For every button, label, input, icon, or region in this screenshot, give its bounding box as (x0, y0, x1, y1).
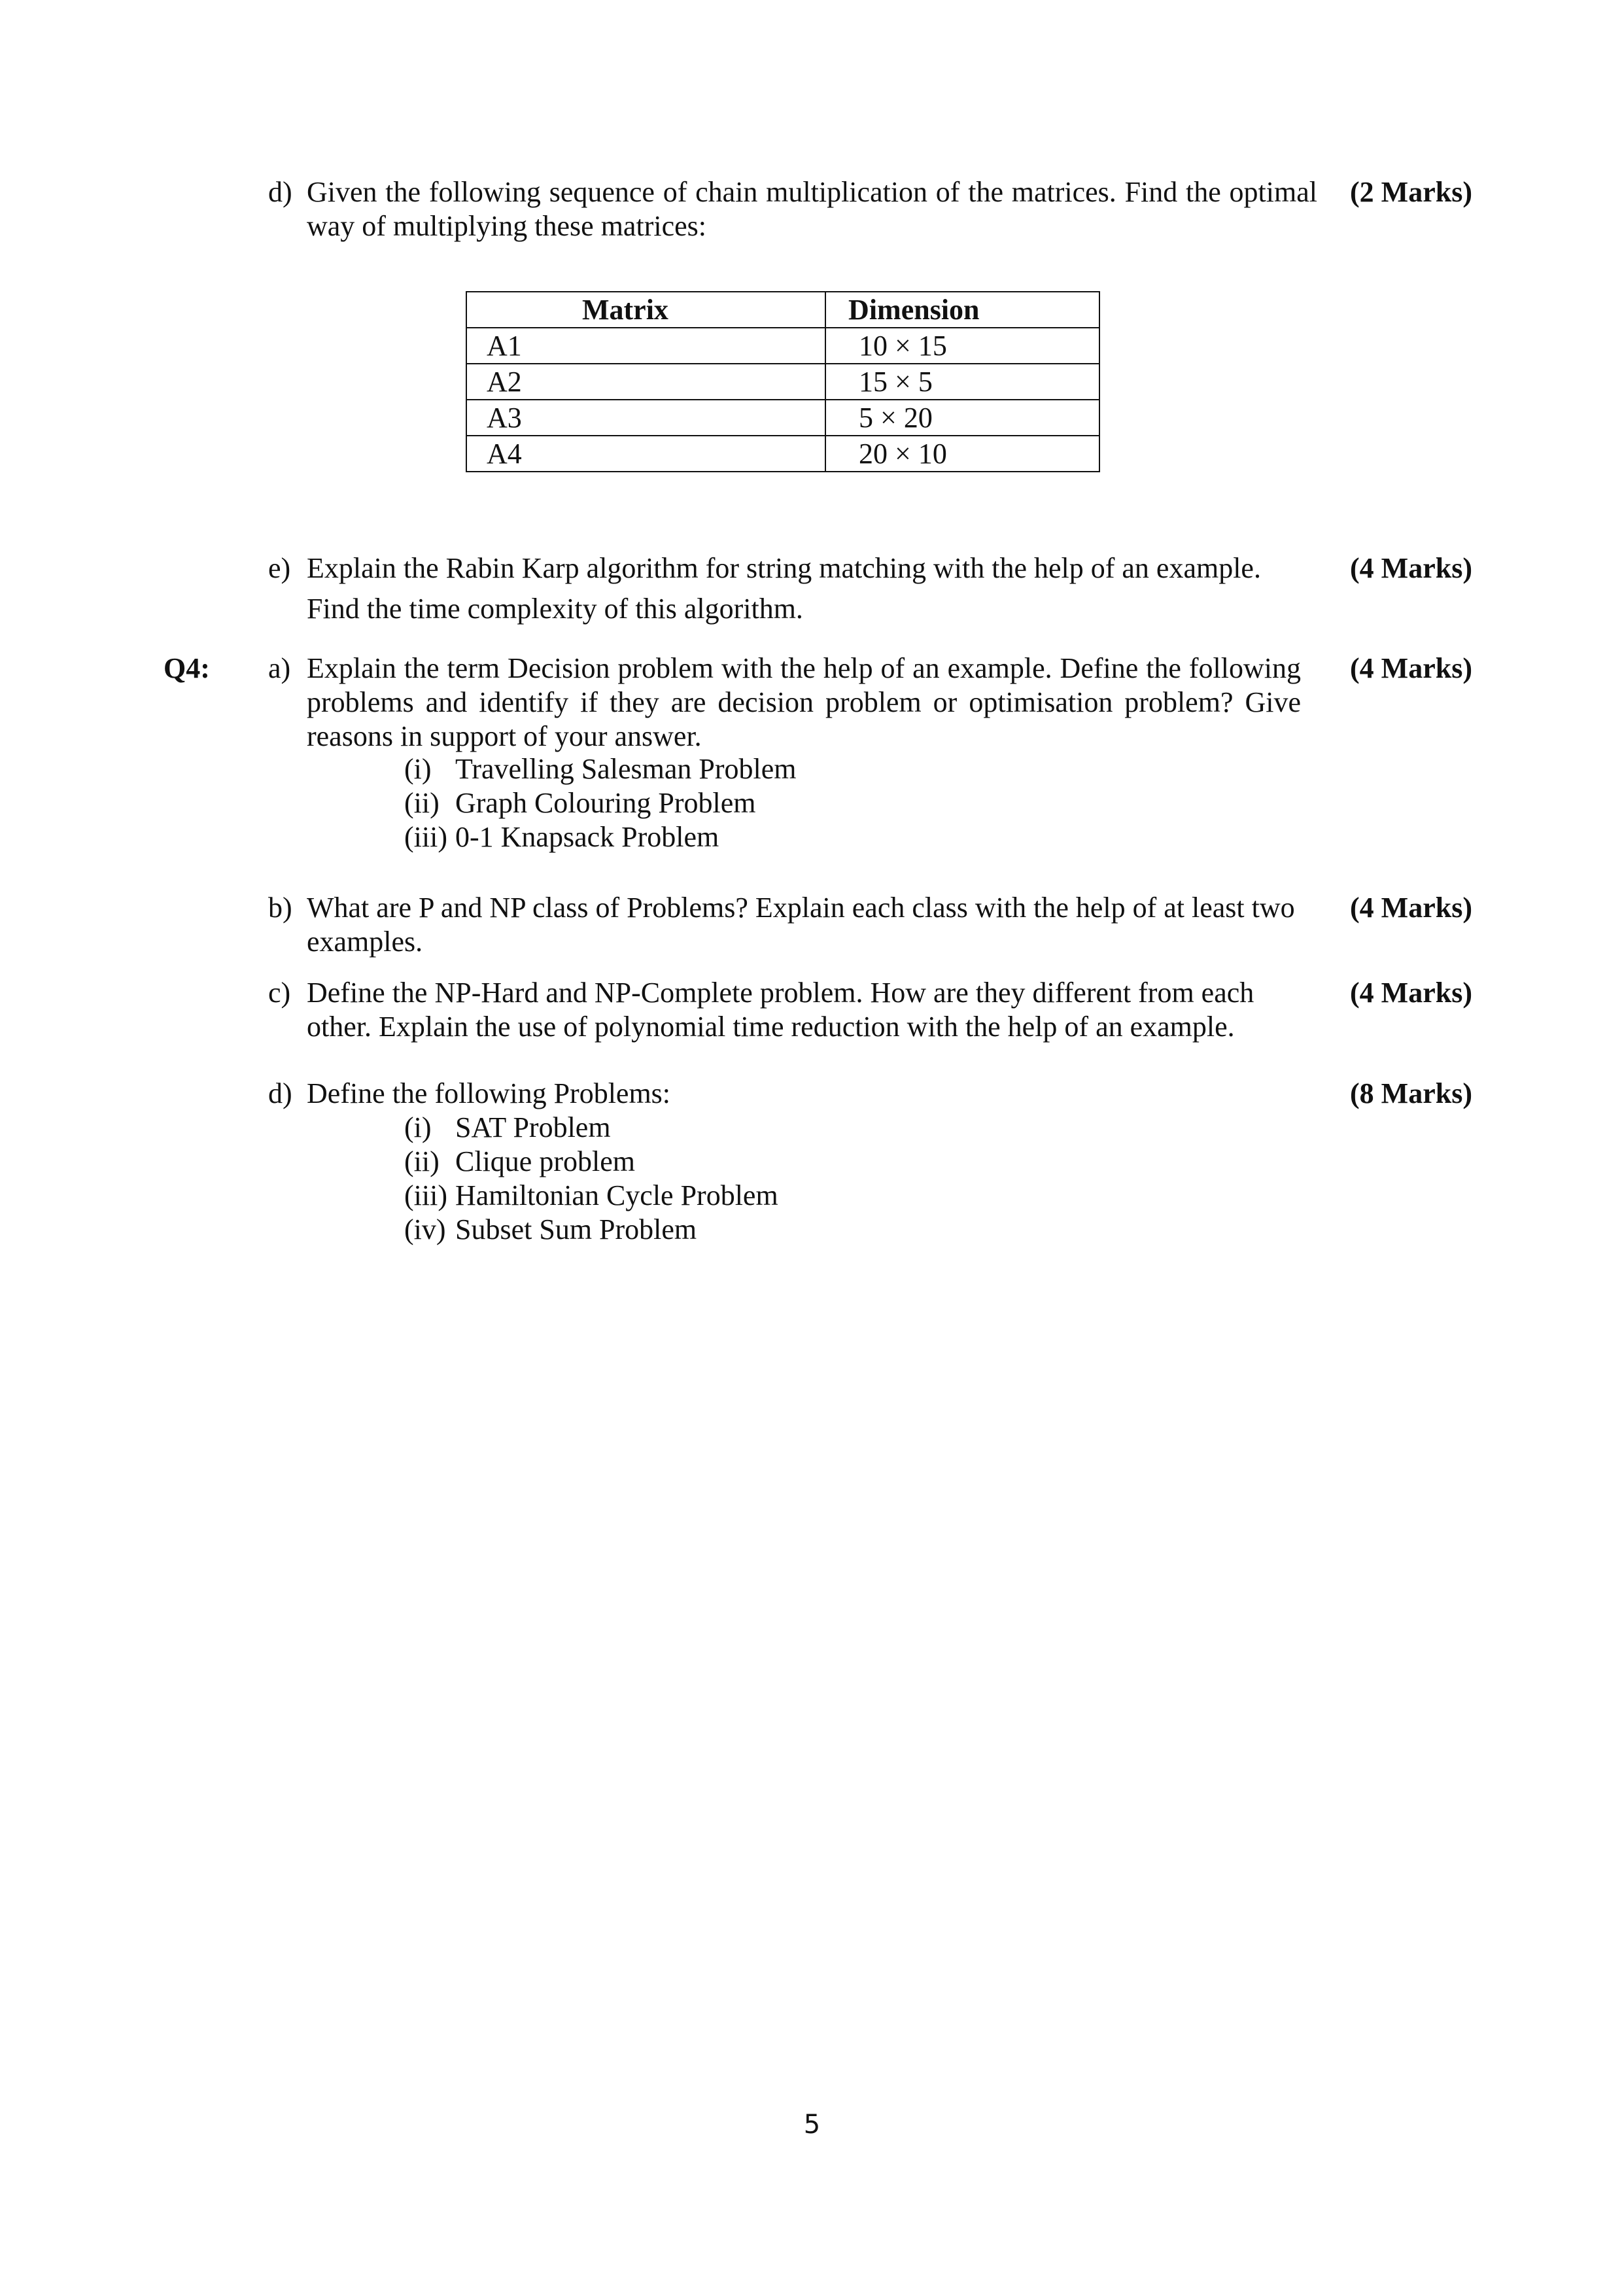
table-row (466, 436, 1099, 472)
q4d-text: Define the following Problems: (307, 1077, 671, 1109)
item-text: 0-1 Knapsack Problem (455, 821, 719, 853)
dimension-cell: 10 × 15 (825, 328, 1099, 364)
item-number: (iii) (404, 1179, 447, 1211)
q4d-marks: (8 Marks) (1350, 1077, 1472, 1109)
q4d-item (404, 1111, 611, 1145)
q4b-marks: (4 Marks) (1350, 892, 1472, 924)
page-number: 5 (803, 2110, 821, 2140)
item-number: (i) (404, 753, 432, 785)
matrix-dimension-table (466, 291, 1100, 472)
q4c-text: Define the NP-Hard and NP-Complete problem. How are they different from each other. Explain the use of polynomial time reduction with the help of an example. (307, 977, 1254, 1043)
matrix-cell: A3 (466, 400, 825, 436)
item-number: (i) (404, 1111, 432, 1143)
q4a-label: a) (268, 652, 291, 684)
item-number: (ii) (404, 1145, 440, 1177)
item-text: Travelling Salesman Problem (455, 753, 797, 785)
q4a-item (404, 820, 719, 854)
q3d-text: Given the following sequence of chain multiplication of the matrices. Find the optimal way of multiplying these matrices: (307, 176, 1317, 242)
matrix-cell: A1 (466, 328, 825, 364)
q4b-text: What are P and NP class of Problems? Explain each class with the help of at least two examples. (307, 892, 1295, 958)
item-number: (iv) (404, 1213, 446, 1245)
item-text: Hamiltonian Cycle Problem (455, 1179, 778, 1211)
q4d-item (404, 1213, 697, 1247)
dimension-cell: 20 × 10 (825, 436, 1099, 472)
q4a-item (404, 786, 756, 820)
q3e-line1: Explain the Rabin Karp algorithm for string matching with the help of an example. (307, 552, 1261, 584)
dimension-cell: 15 × 5 (825, 364, 1099, 400)
q4c-label: c) (268, 977, 291, 1009)
q3d-marks: (2 Marks) (1350, 176, 1472, 208)
table-header-row (466, 292, 1099, 328)
table-row (466, 364, 1099, 400)
item-text: Graph Colouring Problem (455, 787, 756, 819)
q4a-text: Explain the term Decision problem with the help of an example. Define the following problems and identify if they are decision problem or optimisation problem? Give reasons in support of your answer. (307, 652, 1301, 752)
dimension-cell: 5 × 20 (825, 400, 1099, 436)
q4d-label: d) (268, 1077, 292, 1109)
matrix-cell: A4 (466, 436, 825, 472)
q4d-item (404, 1145, 635, 1179)
q3e-line2: Find the time complexity of this algorithm. (307, 593, 803, 625)
question-number: Q4: (164, 652, 210, 684)
table-header-matrix: Matrix (466, 292, 825, 328)
item-text: SAT Problem (455, 1111, 611, 1143)
q3d-label: d) (268, 176, 292, 208)
table-row (466, 328, 1099, 364)
q3e-marks: (4 Marks) (1350, 552, 1472, 584)
table-header-dimension: Dimension (825, 292, 1099, 328)
q4b-label: b) (268, 892, 292, 924)
table-row (466, 400, 1099, 436)
q4c-marks: (4 Marks) (1350, 977, 1472, 1009)
q4a-item (404, 752, 796, 786)
matrix-cell: A2 (466, 364, 825, 400)
item-text: Subset Sum Problem (455, 1213, 697, 1245)
q4a-marks: (4 Marks) (1350, 652, 1472, 684)
q3e-label: e) (268, 552, 291, 584)
item-number: (iii) (404, 821, 447, 853)
q4d-item (404, 1179, 778, 1213)
item-text: Clique problem (455, 1145, 635, 1177)
item-number: (ii) (404, 787, 440, 819)
